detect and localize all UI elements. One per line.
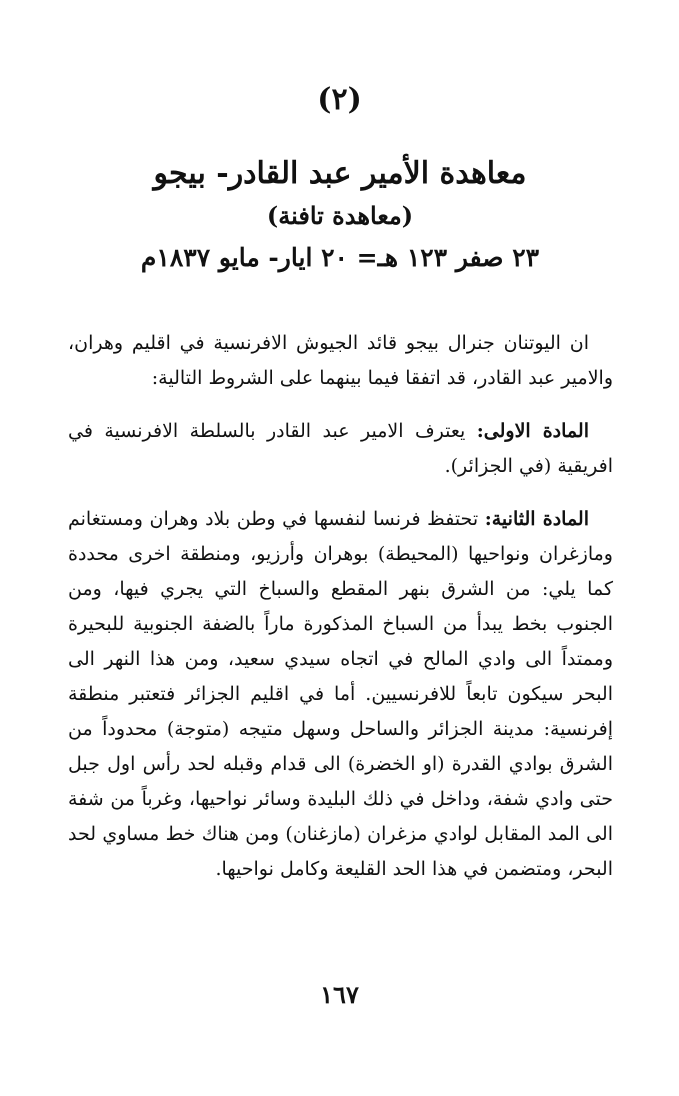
treaty-subtitle: (معاهدة تافنة) [266,201,414,230]
article-1-paragraph [68,414,613,484]
article-1-label: المادة الاولى: [476,420,589,442]
treaty-date: ٢٣ صفر ١٢٣ هـ= ٢٠ ايار- مايو ١٨٣٧م [140,243,540,272]
article-2-paragraph [68,502,613,887]
title-block [60,152,620,280]
intro-paragraph: ان اليوتنان جنرال بيجو قائد الجيوش الافرنسية في اقليم وهران، والامير عبد القادر، قد اتفقا فيما بينهما على الشروط التالية: [68,332,613,389]
treaty-body [68,326,613,905]
treaty-title: معاهدة الأمير عبد القادر- بيجو [153,156,527,191]
article-1-text: يعترف الامير عبد القادر بالسلطة الافرنسية في افريقية (في الجزائر). [68,420,613,477]
chapter-number: (٢) [317,82,362,117]
page-number: ١٦٧ [320,980,359,1009]
article-2-label: المادة الثانية: [484,508,589,530]
article-2-text: تحتفظ فرنسا لنفسها في وطن بلاد وهران ومستغانم ومازغران ونواحيها (المحيطة) بوهران وأرزيو، ومنطقة اخرى محددة كما يلي: من الشرق بنهر المقطع والسباخ التي يجري فيها، ومن الجنوب بخط يبدأ من السباخ المذكورة ماراً بالضفة الجنوبية للبحيرة وممتداً الى وادي المالح في اتجاه سيدي سعيد، ومن هذا النهر الى البحر سيكون تابعاً للافرنسيين. أما في اقليم الجزائر فتعتبر منطقة إفرنسية: مدينة الجزائر والساحل وسهل متيجه (متوجة) محدوداً من الشرق بوادي القدرة (او الخضرة) الى قدام وقبله لحد رأس اول جبل حتى وادي شفة، وداخل في ذلك البليدة وسائر نواحيها، وغرباً من شفة الى المد المقابل لوادي مزغران (مازغنان) ومن هناك خط مساوي لحد البحر، ومتضمن في هذا الحد القليعة وكامل نواحيها. [68,508,613,880]
